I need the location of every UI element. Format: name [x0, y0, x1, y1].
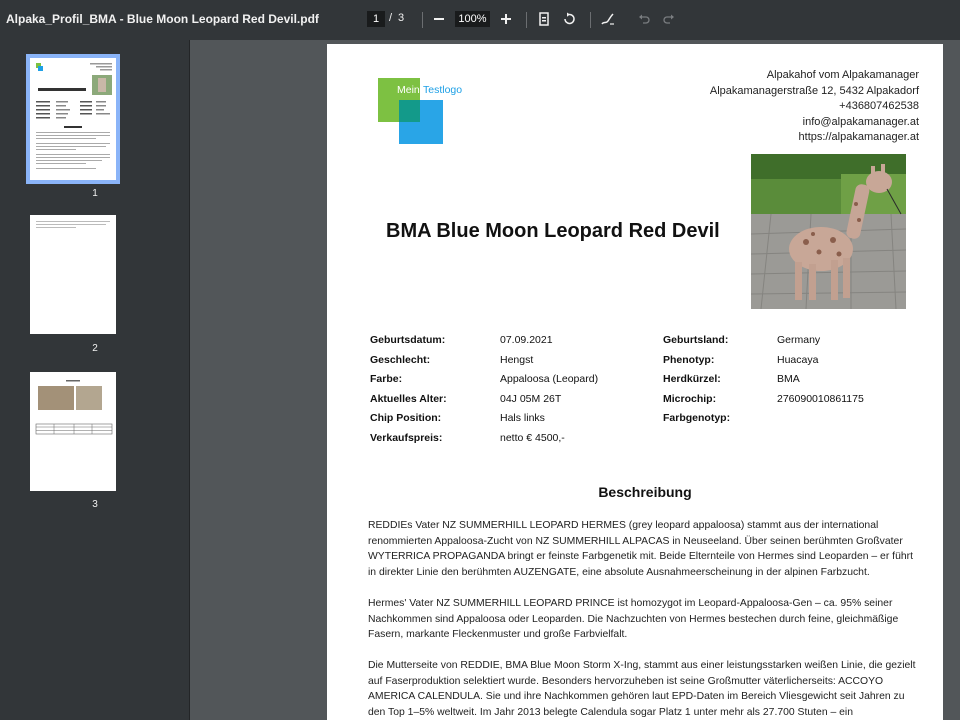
pdf-toolbar: [0, 0, 960, 40]
annotate-button[interactable]: [598, 9, 618, 29]
fact-value: Hals links: [500, 412, 545, 425]
fact-value: Huacaya: [777, 353, 819, 366]
alpaca-name-heading: BMA Blue Moon Leopard Red Devil: [386, 220, 720, 242]
undo-icon: [638, 13, 650, 25]
address-line: https://alpakamanager.at: [798, 131, 919, 143]
rotate-button[interactable]: [559, 9, 579, 29]
fact-label: Farbgenotyp:: [663, 412, 731, 425]
zoom-out-button[interactable]: [429, 9, 449, 29]
page-preview: [30, 58, 116, 180]
fact-label: Farbe:: [370, 373, 403, 386]
fact-row: [663, 412, 730, 428]
address-line: Alpakamanagerstraße 12, 5432 Alpakadorf: [709, 84, 919, 97]
zoom-input[interactable]: 100%: [455, 11, 490, 27]
pen-icon: [601, 12, 615, 26]
undo-button[interactable]: [634, 9, 654, 29]
fact-label: Aktuelles Alter:: [370, 392, 447, 405]
fit-page-icon: [537, 12, 551, 26]
fact-value: netto € 4500,-: [500, 432, 565, 444]
page-preview: [30, 372, 116, 491]
toolbar-divider: [526, 12, 527, 28]
fact-row: [370, 393, 447, 409]
page-thumbnail-3[interactable]: [30, 372, 116, 491]
description-paragraph: Die Mutterseite von REDDIE, BMA Blue Moon Storm X-Ing, stammt aus einer leistungsstarken weißen Linie, die gezielt auf Faserproduktion selektiert wurde. Besonders hervorzuheben ist seine Großmutter väterlicherseits: ACCOYO AMERICA CALENDULA. Sie und ihre Nachkommen gehören laut EPD-Daten im Bereich Vliesgewicht seit Jahren zu den Top 1–5% weltweit. Im Jahr 2013 belegte Calendula sogar Platz 1 unter mehr als 27.700 Stuten – ein: [368, 660, 916, 719]
fact-label: Herdkürzel:: [663, 373, 721, 386]
company-address: [710, 68, 919, 146]
page-separator: /: [389, 12, 393, 24]
redo-button[interactable]: [659, 9, 679, 29]
fact-value: BMA: [777, 373, 800, 386]
fact-label: Phenotyp:: [663, 353, 715, 366]
plus-icon: [500, 13, 512, 25]
description-paragraph: REDDIEs Vater NZ SUMMERHILL LEOPARD HERMES (grey leopard appaloosa) stammt aus der international renommierten Appaloosa-Zucht von NZ SUMMERHILL ALPACAS in Neuseeland. Über seinen berühmten Großvater WYTERRICA PROPAGANDA bringt er feinste Farbgenetik mit. Beide Elternteile von Hermes sind Leoparden – er führt in direkter Linie den berühmten AUZENGATE, eine absolute Ausnahmeerscheinung in der alpinen Farbzucht.: [368, 520, 913, 579]
fact-value: 276090010861175: [777, 392, 864, 405]
description-paragraph: Hermes' Vater NZ SUMMERHILL LEOPARD PRINCE ist homozygot im Leopard-Appaloosa-Gen – ca. 95% seiner Nachkommen sind Appaloosa oder Leoparden. Die Nachzuchten von Hermes bestechen durch feine, gleichmäßige Fasern, markante Fleckenmuster und große Farbvielfalt.: [368, 598, 899, 641]
document-title: Alpaka_Profil_BMA - Blue Moon Leopard Red Devil.pdf: [6, 12, 319, 26]
fact-row: [663, 354, 714, 370]
fact-value: Appaloosa (Leopard): [500, 373, 599, 386]
fact-row: [370, 412, 441, 428]
company-logo: [378, 78, 463, 144]
logo-text: Mein: [397, 84, 420, 96]
toolbar-divider: [422, 12, 423, 28]
fact-label: Microchip:: [663, 392, 717, 405]
address-line: info@alpakamanager.at: [802, 115, 919, 128]
fact-label: Geburtsland:: [663, 334, 729, 346]
fact-value: Germany: [777, 334, 821, 346]
address-line: +436807462538: [839, 100, 919, 112]
fact-value: 07.09.2021: [500, 334, 553, 346]
fact-label: Geburtsdatum:: [370, 334, 446, 346]
fact-row: [663, 334, 728, 350]
fact-row: [370, 354, 430, 370]
thumbnail-label: 1: [92, 188, 98, 199]
address-line: Alpakahof vom Alpakamanager: [766, 69, 919, 81]
fact-row: [370, 373, 402, 389]
fact-value: 04J 05M 26T: [500, 392, 562, 405]
zoom-in-button[interactable]: [496, 9, 516, 29]
minus-icon: [433, 13, 445, 25]
fit-to-page-button[interactable]: [534, 9, 554, 29]
thumbnail-sidebar: [0, 40, 190, 720]
fact-label: Chip Position:: [370, 412, 442, 425]
fact-label: Geschlecht:: [370, 353, 431, 366]
page-thumbnail-2[interactable]: [30, 215, 116, 334]
fact-label: Verkaufspreis:: [370, 432, 443, 444]
thumbnail-label: 3: [92, 499, 98, 510]
page-thumbnail-1[interactable]: [30, 58, 116, 180]
page-number-input[interactable]: 1: [367, 11, 385, 27]
fact-row: [663, 373, 721, 389]
pdf-page: [327, 44, 943, 720]
section-heading: Beschreibung: [598, 484, 692, 500]
rotate-icon: [562, 12, 576, 26]
redo-icon: [663, 13, 675, 25]
page-count: 3: [398, 12, 405, 24]
alpaca-photo: [751, 154, 906, 309]
fact-row: [663, 393, 716, 409]
document-viewer[interactable]: [191, 40, 960, 720]
fact-value: Hengst: [500, 353, 534, 366]
fact-row: [370, 334, 445, 350]
logo-text: Testlogo: [423, 84, 463, 96]
toolbar-divider: [590, 12, 591, 28]
page-preview: [30, 215, 116, 334]
thumbnail-label: 2: [92, 343, 98, 354]
fact-row: [370, 432, 442, 448]
